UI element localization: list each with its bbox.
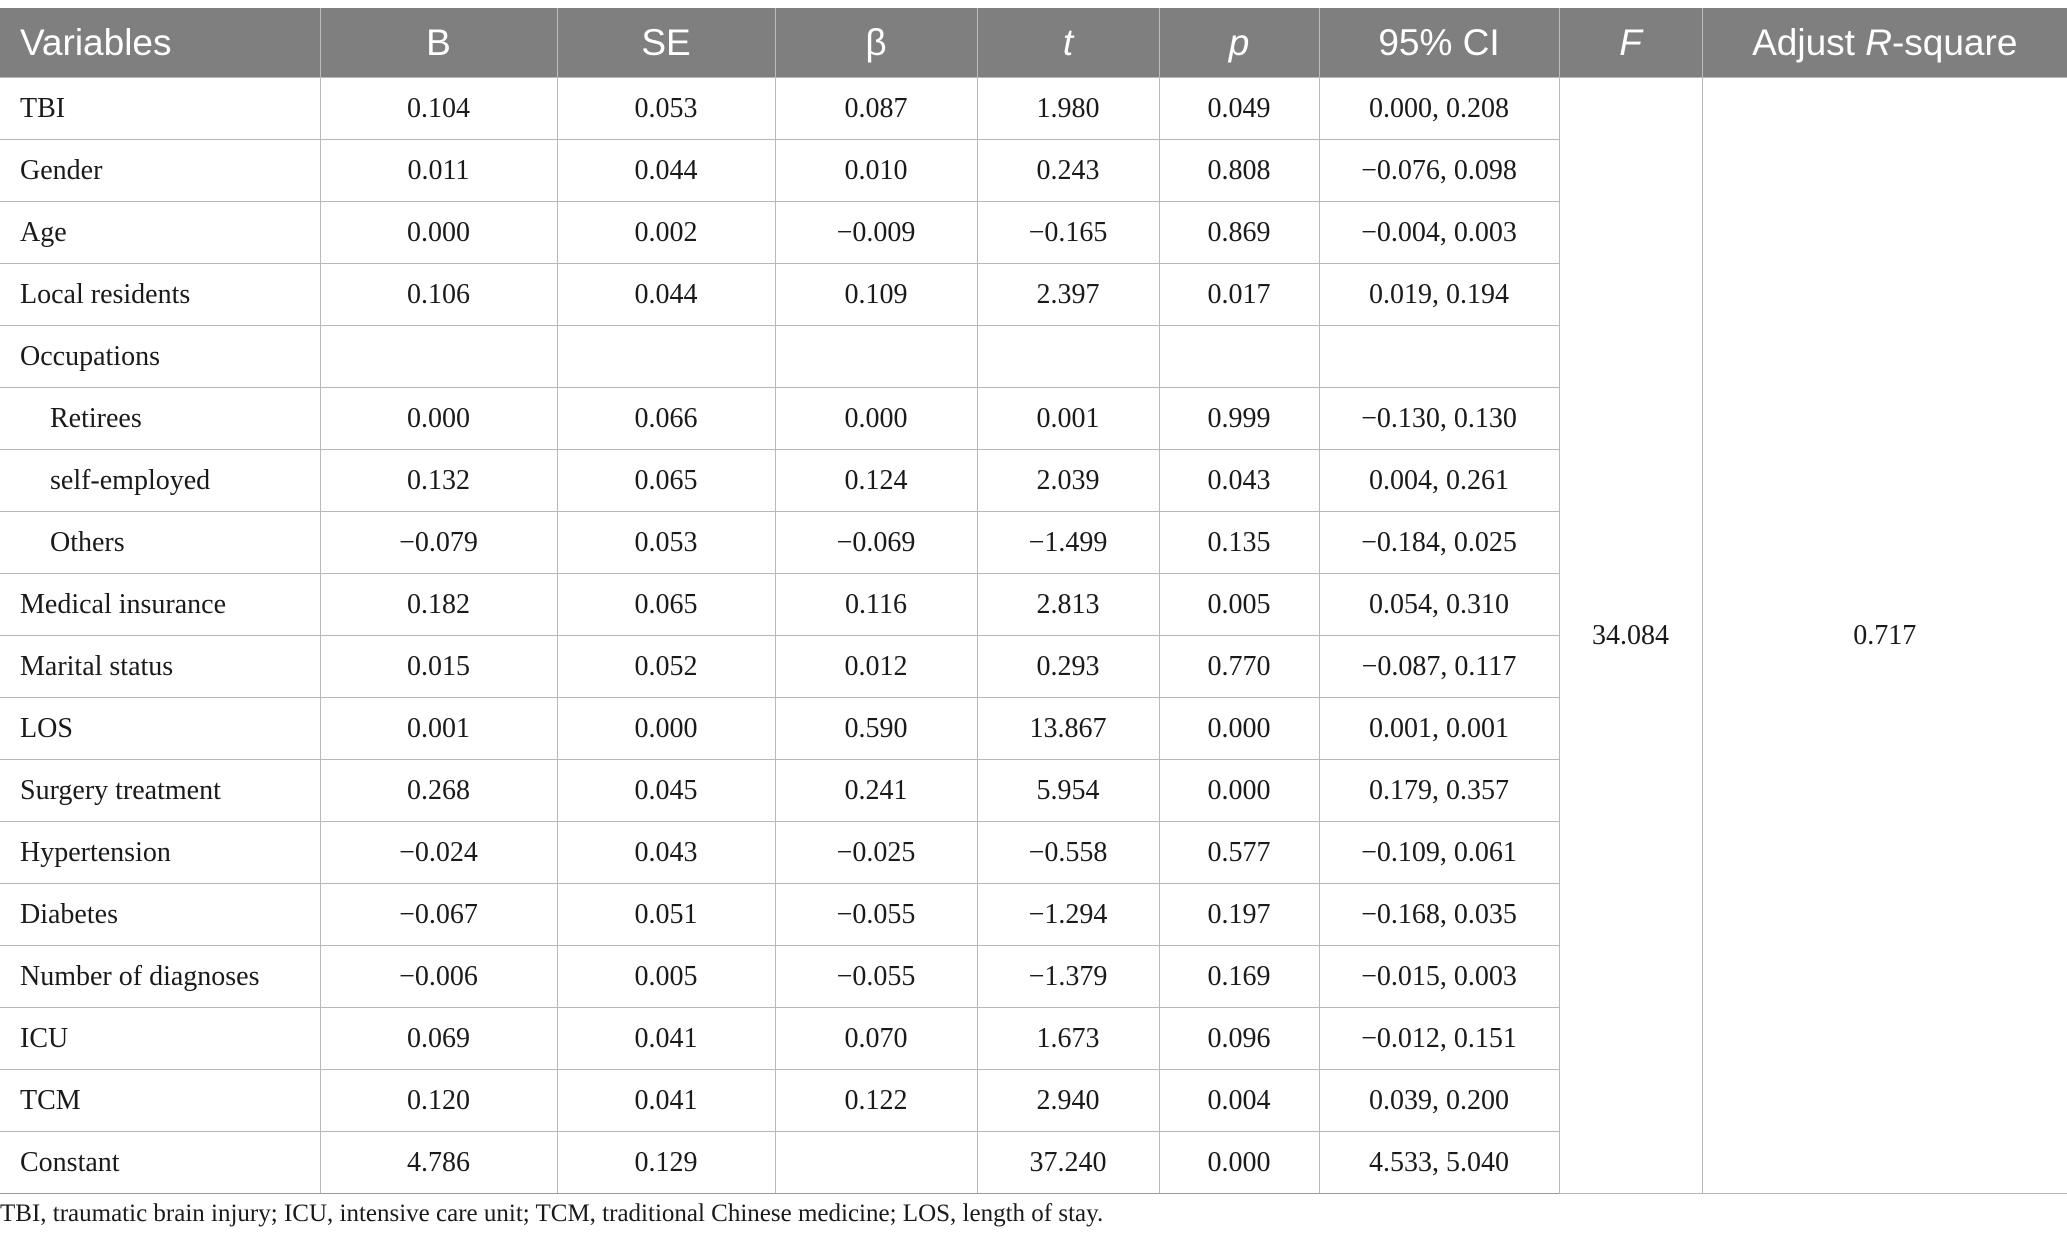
cell-b: 0.268 (320, 760, 557, 822)
cell-t (977, 326, 1159, 388)
row-label: Hypertension (0, 822, 320, 884)
header-row (0, 8, 2067, 78)
row-label: Marital status (0, 636, 320, 698)
cell-b: 0.000 (320, 202, 557, 264)
table-row (0, 78, 2067, 140)
header-adj-prefix: Adjust (1752, 21, 1866, 63)
cell-p: 0.869 (1159, 202, 1319, 264)
cell-b: 0.106 (320, 264, 557, 326)
cell-p: 0.049 (1159, 78, 1319, 140)
cell-p: 0.000 (1159, 698, 1319, 760)
row-label: Age (0, 202, 320, 264)
cell-beta (775, 326, 977, 388)
adj-r-square-cell: 0.717 (1702, 78, 2067, 1194)
cell-t: 2.397 (977, 264, 1159, 326)
cell-t: 2.813 (977, 574, 1159, 636)
cell-se: 0.052 (557, 636, 775, 698)
cell-t: −1.294 (977, 884, 1159, 946)
cell-t: −1.379 (977, 946, 1159, 1008)
cell-ci: −0.109, 0.061 (1319, 822, 1559, 884)
cell-beta (775, 1132, 977, 1194)
cell-t: 37.240 (977, 1132, 1159, 1194)
row-label: LOS (0, 698, 320, 760)
cell-p: 0.169 (1159, 946, 1319, 1008)
regression-table-container (0, 8, 2067, 1194)
cell-ci: 0.039, 0.200 (1319, 1070, 1559, 1132)
cell-p (1159, 326, 1319, 388)
header-variables: Variables (0, 8, 320, 78)
cell-ci: −0.184, 0.025 (1319, 512, 1559, 574)
cell-se (557, 326, 775, 388)
cell-ci: 0.019, 0.194 (1319, 264, 1559, 326)
row-label: Surgery treatment (0, 760, 320, 822)
cell-ci: 0.179, 0.357 (1319, 760, 1559, 822)
cell-beta: 0.109 (775, 264, 977, 326)
header-adjust-r-square (1702, 8, 2067, 78)
f-value-cell: 34.084 (1559, 78, 1702, 1194)
cell-beta: 0.124 (775, 450, 977, 512)
cell-b: 0.104 (320, 78, 557, 140)
row-label: self-employed (0, 450, 320, 512)
cell-p: 0.043 (1159, 450, 1319, 512)
header-t (977, 8, 1159, 78)
cell-t: 2.039 (977, 450, 1159, 512)
cell-se: 0.129 (557, 1132, 775, 1194)
cell-t: 0.001 (977, 388, 1159, 450)
cell-t: −0.558 (977, 822, 1159, 884)
cell-ci: 0.000, 0.208 (1319, 78, 1559, 140)
cell-se: 0.000 (557, 698, 775, 760)
cell-p: 0.577 (1159, 822, 1319, 884)
cell-t: −1.499 (977, 512, 1159, 574)
header-t-label: t (1062, 21, 1074, 63)
cell-ci: 0.054, 0.310 (1319, 574, 1559, 636)
cell-p: 0.000 (1159, 760, 1319, 822)
cell-beta: 0.070 (775, 1008, 977, 1070)
header-b: B (320, 8, 557, 78)
cell-b (320, 326, 557, 388)
cell-b: −0.067 (320, 884, 557, 946)
cell-b: 4.786 (320, 1132, 557, 1194)
cell-p: 0.999 (1159, 388, 1319, 450)
cell-se: 0.051 (557, 884, 775, 946)
row-label: Retirees (0, 388, 320, 450)
cell-t: 2.940 (977, 1070, 1159, 1132)
row-label: Gender (0, 140, 320, 202)
cell-beta: −0.009 (775, 202, 977, 264)
header-adj-r: R (1865, 21, 1892, 63)
cell-b: 0.132 (320, 450, 557, 512)
cell-se: 0.005 (557, 946, 775, 1008)
cell-ci: −0.015, 0.003 (1319, 946, 1559, 1008)
cell-ci (1319, 326, 1559, 388)
cell-ci: 0.004, 0.261 (1319, 450, 1559, 512)
row-label: Others (0, 512, 320, 574)
cell-ci: −0.168, 0.035 (1319, 884, 1559, 946)
table-footnote: TBI, traumatic brain injury; ICU, intensive care unit; TCM, traditional Chinese medicine; LOS, length of stay. (0, 1200, 1104, 1227)
cell-se: 0.044 (557, 140, 775, 202)
cell-ci: −0.012, 0.151 (1319, 1008, 1559, 1070)
cell-t: −0.165 (977, 202, 1159, 264)
row-label: TBI (0, 78, 320, 140)
row-label: TCM (0, 1070, 320, 1132)
cell-p: 0.000 (1159, 1132, 1319, 1194)
row-label: Occupations (0, 326, 320, 388)
cell-p: 0.808 (1159, 140, 1319, 202)
cell-ci: −0.130, 0.130 (1319, 388, 1559, 450)
row-label: Medical insurance (0, 574, 320, 636)
cell-b: 0.001 (320, 698, 557, 760)
row-label: Diabetes (0, 884, 320, 946)
cell-b: 0.011 (320, 140, 557, 202)
row-label: ICU (0, 1008, 320, 1070)
cell-se: 0.043 (557, 822, 775, 884)
cell-se: 0.053 (557, 512, 775, 574)
table-body (0, 78, 2067, 1194)
cell-ci: −0.004, 0.003 (1319, 202, 1559, 264)
cell-se: 0.044 (557, 264, 775, 326)
cell-beta: 0.241 (775, 760, 977, 822)
cell-b: 0.182 (320, 574, 557, 636)
cell-se: 0.041 (557, 1008, 775, 1070)
cell-p: 0.005 (1159, 574, 1319, 636)
cell-t: 0.243 (977, 140, 1159, 202)
cell-beta: 0.010 (775, 140, 977, 202)
cell-ci: 0.001, 0.001 (1319, 698, 1559, 760)
cell-p: 0.770 (1159, 636, 1319, 698)
header-f (1559, 8, 1702, 78)
cell-t: 5.954 (977, 760, 1159, 822)
cell-b: 0.120 (320, 1070, 557, 1132)
cell-ci: −0.087, 0.117 (1319, 636, 1559, 698)
header-adj-suffix: -square (1891, 21, 2018, 63)
cell-p: 0.096 (1159, 1008, 1319, 1070)
cell-se: 0.053 (557, 78, 775, 140)
cell-p: 0.004 (1159, 1070, 1319, 1132)
cell-b: −0.024 (320, 822, 557, 884)
cell-p: 0.135 (1159, 512, 1319, 574)
cell-ci: 4.533, 5.040 (1319, 1132, 1559, 1194)
cell-beta: 0.122 (775, 1070, 977, 1132)
cell-se: 0.041 (557, 1070, 775, 1132)
regression-table (0, 8, 2067, 1194)
cell-b: −0.079 (320, 512, 557, 574)
cell-beta: 0.000 (775, 388, 977, 450)
cell-ci: −0.076, 0.098 (1319, 140, 1559, 202)
cell-se: 0.066 (557, 388, 775, 450)
header-f-label: F (1619, 21, 1642, 63)
cell-se: 0.002 (557, 202, 775, 264)
cell-b: 0.015 (320, 636, 557, 698)
cell-beta: −0.055 (775, 946, 977, 1008)
cell-beta: −0.055 (775, 884, 977, 946)
cell-p: 0.017 (1159, 264, 1319, 326)
cell-t: 13.867 (977, 698, 1159, 760)
header-p-label: p (1228, 21, 1250, 63)
cell-t: 1.673 (977, 1008, 1159, 1070)
cell-beta: −0.025 (775, 822, 977, 884)
cell-beta: 0.590 (775, 698, 977, 760)
cell-beta: 0.087 (775, 78, 977, 140)
header-beta: β (775, 8, 977, 78)
cell-b: 0.069 (320, 1008, 557, 1070)
cell-beta: −0.069 (775, 512, 977, 574)
row-label: Local residents (0, 264, 320, 326)
cell-b: 0.000 (320, 388, 557, 450)
row-label: Number of diagnoses (0, 946, 320, 1008)
cell-se: 0.045 (557, 760, 775, 822)
header-ci: 95% CI (1319, 8, 1559, 78)
header-p (1159, 8, 1319, 78)
cell-beta: 0.116 (775, 574, 977, 636)
cell-se: 0.065 (557, 574, 775, 636)
cell-b: −0.006 (320, 946, 557, 1008)
header-se: SE (557, 8, 775, 78)
cell-p: 0.197 (1159, 884, 1319, 946)
cell-t: 1.980 (977, 78, 1159, 140)
cell-se: 0.065 (557, 450, 775, 512)
cell-t: 0.293 (977, 636, 1159, 698)
row-label: Constant (0, 1132, 320, 1194)
cell-beta: 0.012 (775, 636, 977, 698)
